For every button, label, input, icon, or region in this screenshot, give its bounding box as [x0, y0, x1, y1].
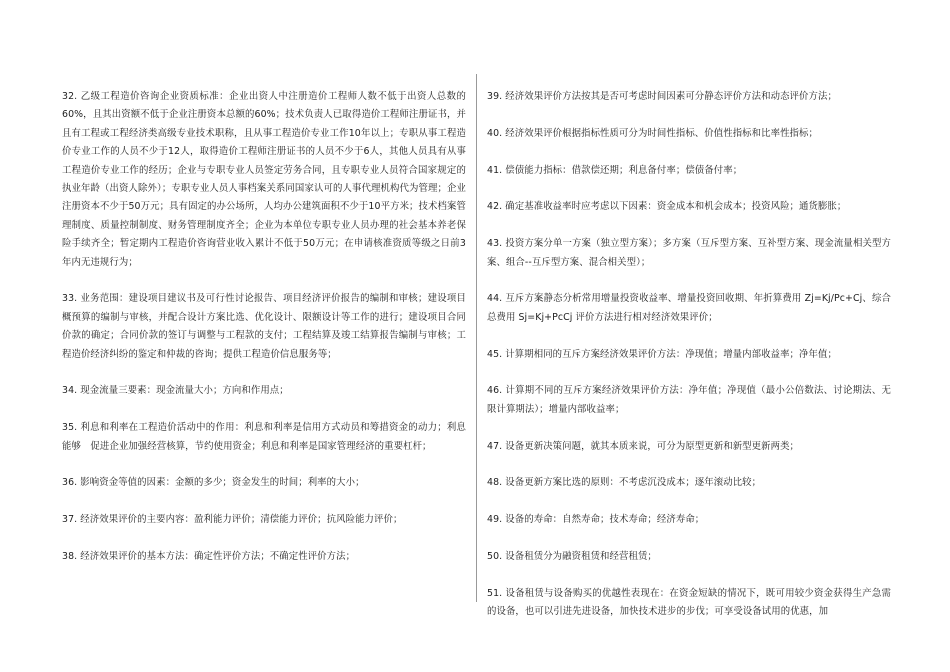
paragraph-39: 39. 经济效果评价方法按其是否可考虑时间因素可分静态评价方法和动态评价方法； [487, 91, 837, 102]
right-column [487, 88, 891, 640]
column-divider [476, 74, 477, 602]
paragraph-43: 43. 投资方案分单一方案（独立型方案）；多方案（互斥型方案、互补型方案、现金流量相关型方案、组合--互斥型方案、混合相关型）； [487, 238, 891, 268]
paragraph-46: 46. 计算期不同的互斥方案经济效果评价方法：净年值；净现值（最小公倍数法、讨论期法、无限计算期法）；增量内部收益率； [487, 385, 891, 415]
paragraph-41: 41. 偿债能力指标：借款偿还期；利息备付率；偿债备付率； [487, 164, 743, 176]
paragraph-42: 42. 确定基准收益率时应考虑以下因素：资金成本和机会成本；投资风险；通货膨胀； [487, 201, 847, 213]
paragraph-35: 35. 利息和利率在工程造价活动中的作用：利息和利率是信用方式动员和筹措资金的动力；利息能够 促进企业加强经营核算，节约使用资金；利息和利率是国家管理经济的重要杠杆； [62, 422, 466, 452]
paragraph-37: 37. 经济效果评价的主要内容：盈利能力评价；清偿能力评价；抗风险能力评价； [62, 514, 403, 526]
paragraph-40: 40. 经济效果评价根据指标性质可分为时间性指标、价值性指标和比率性指标； [487, 127, 818, 139]
paragraph-33: 33. 业务范围：建设项目建议书及可行性讨论报告、项目经济评价报告的编制和审核；建设项目概预算的编制与审核，并配合设计方案比选、优化设计、限额设计等工作的进行；建设项目合同价款的确定；合同价款的签订与调整与工程款的支付；工程结算及竣工结算报告编制与审核；工程造价经济纠纷的鉴定和仲裁的咨询；提供工程造价信息服务等； [62, 293, 466, 360]
paragraph-36: 36. 影响资金等值的因素：金额的多少；资金发生的时间；利率的大小； [62, 477, 365, 489]
paragraph-32: 32. 乙级工程造价咨询企业资质标准：企业出资人中注册造价工程师人数不低于出资人总数的60%，且其出资额不低于企业注册资本总额的60%；技术负责人已取得造价工程师注册证书，并且有工程或工程经济类高级专业技术职称，且从事工程造价专业工作10年以上；专职从事工程造价专业工作的人员不少于12人，取得造价工程师注册证书的人员不少于6人，其他人员具有从事工程造价专业工作的经历；企业与专职专业人员签定劳务合同，且专职专业人员符合国家规定的执业年龄（出资人除外）；专职专业人员人事档案关系同国家认可的人事代理机构代为管理；企业注册资本不少于50万元；具有固定的办公场所，人均办公建筑面积不少于10平方米；技术档案管理制度、质量控制制度、财务管理制度齐全；企业为本单位专职专业人员办理的社会基本养老保险手续齐全；暂定期内工程造价咨询营业收入累计不低于50万元；在申请核准资质等级之日前3年内无违规行为； [62, 91, 466, 268]
paragraph-34: 34. 现金流量三要素：现金流量大小；方向和作用点； [62, 385, 289, 397]
paragraph-51: 51. 设备租赁与设备购买的优越性表现在：在资金短缺的情况下，既可用较少资金获得生产急需的设备，也可以引进先进设备，加快技术进步的步伐；可享受设备试用的优惠，加 [487, 587, 891, 618]
paragraph-47: 47. 设备更新决策问题，就其本质来说，可分为原型更新和新型更新两类； [487, 440, 800, 452]
paragraph-38: 38. 经济效果评价的基本方法：确定性评价方法；不确定性评价方法； [62, 551, 356, 563]
left-column [62, 88, 466, 585]
paragraph-50: 50. 设备租赁分为融资租赁和经营租赁； [487, 550, 657, 562]
paragraph-45: 45. 计算期相同的互斥方案经济效果评价方法：净现值；增量内部收益率；净年值； [487, 348, 837, 360]
paragraph-49: 49. 设备的寿命：自然寿命；技术寿命；经济寿命； [487, 514, 705, 526]
paragraph-44: 44. 互斥方案静态分析常用增量投资收益率、增量投资回收期、年折算费用 Zj=Kj/Pc+Cj、综合总费用 Sj=Kj+PcCj 评价方法进行相对经济效果评价； [487, 293, 891, 323]
paragraph-48: 48. 设备更新方案比选的原则：不考虑沉没成本；逐年滚动比较； [487, 477, 762, 489]
